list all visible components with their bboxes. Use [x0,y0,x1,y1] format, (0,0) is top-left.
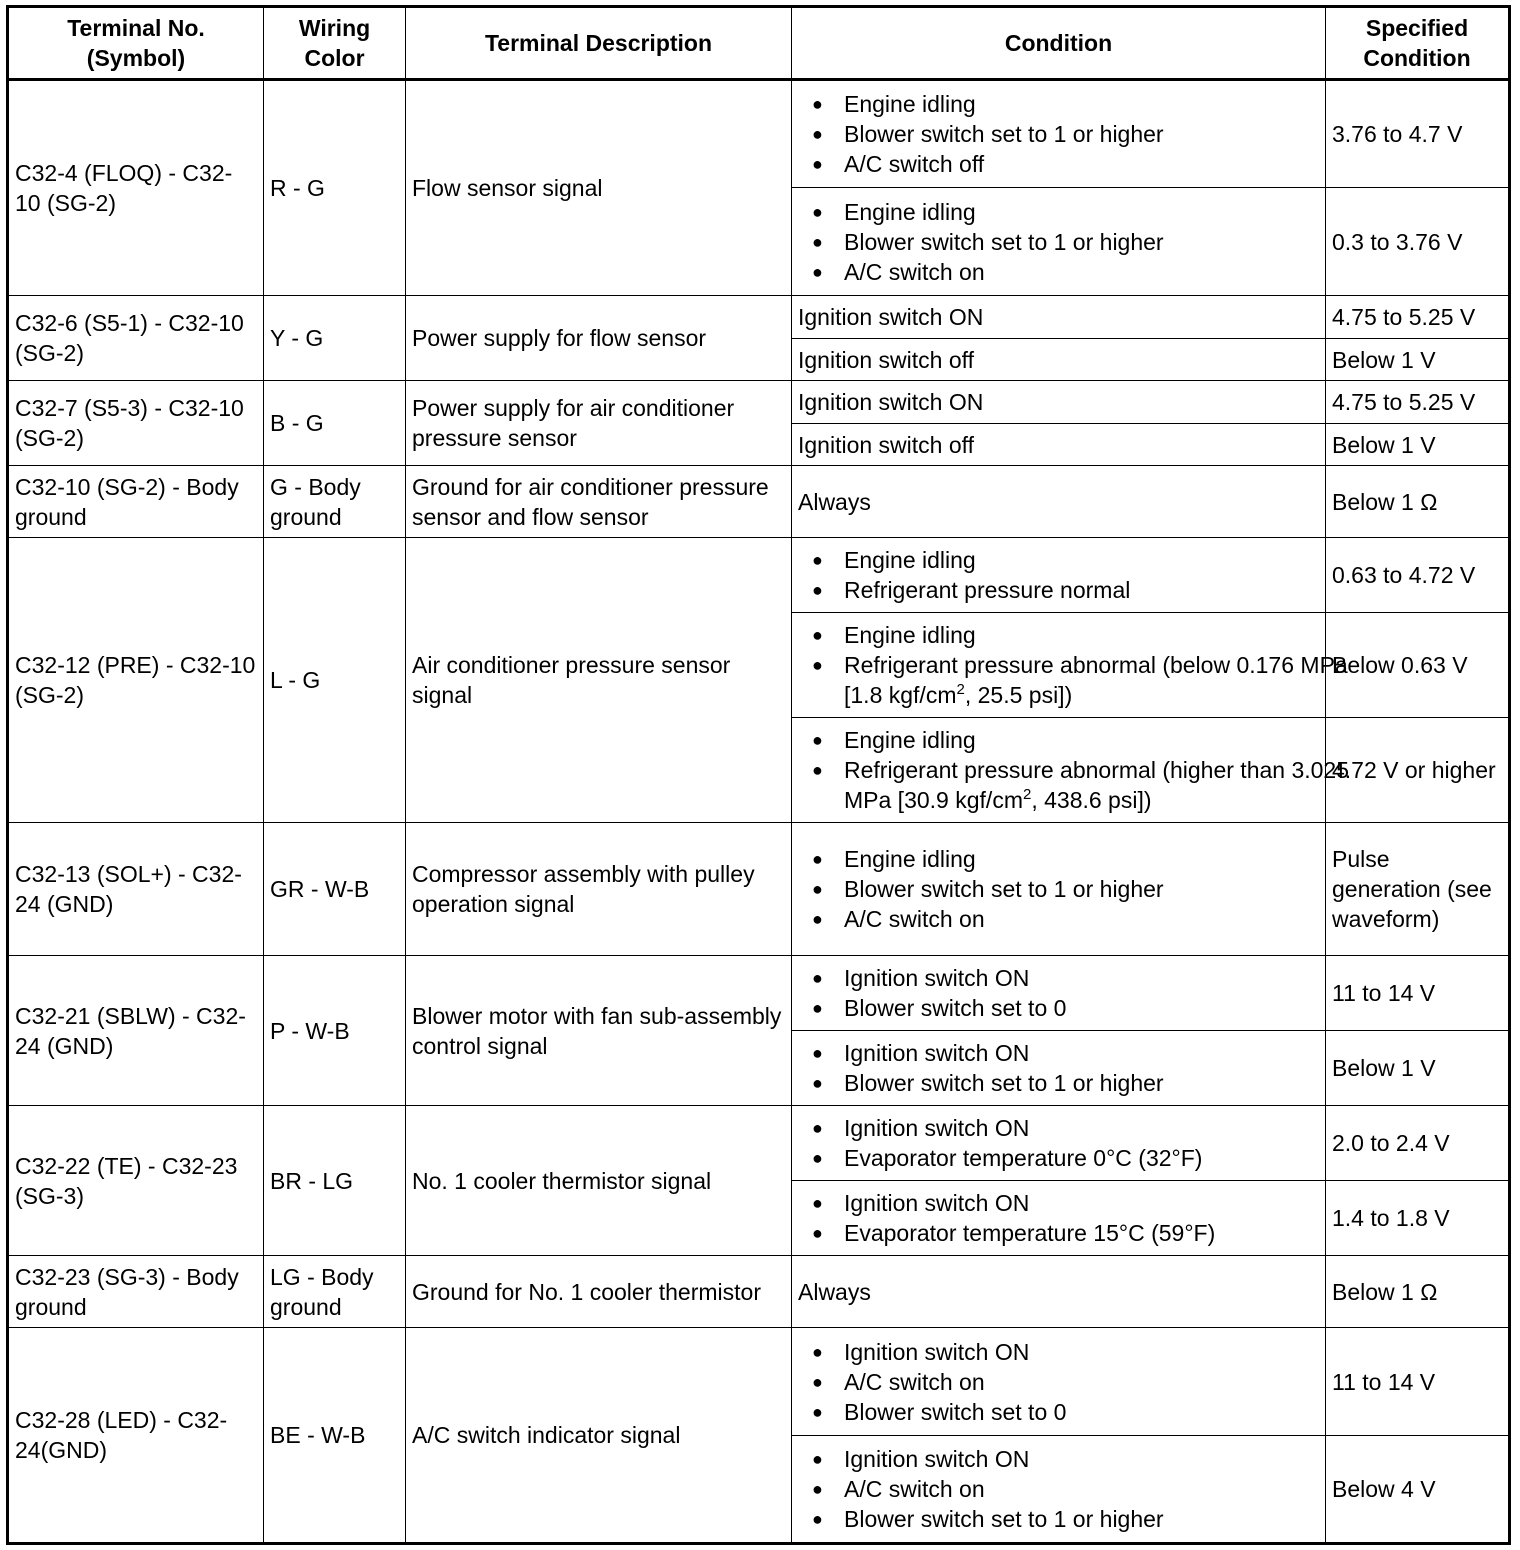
condition-bullet [812,844,1319,874]
condition-text: Engine idling [844,622,976,648]
specified-condition-cell: Below 1 Ω [1326,1256,1510,1328]
condition-bullet [812,1337,1319,1367]
specified-condition-cell: Below 1 V [1326,1031,1510,1106]
bullet-icon: ● [812,580,823,600]
table-row [8,1106,1510,1181]
bullet-icon: ● [812,1118,823,1138]
description-cell: A/C switch indicator signal [406,1328,792,1544]
wiring-color-cell: BE - W-B [264,1328,406,1544]
terminal-cell: C32-7 (S5-3) - C32-10 (SG-2) [8,381,264,466]
condition-bullet [812,1397,1319,1427]
description-cell: Air conditioner pressure sensor signal [406,538,792,823]
terminal-cell: C32-21 (SBLW) - C32-24 (GND) [8,956,264,1106]
table-row [8,1256,1510,1328]
condition-text: Engine idling [844,547,976,573]
condition-bullet [812,904,1319,934]
terminal-cell: C32-10 (SG-2) - Body ground [8,466,264,538]
condition-text: A/C switch on [844,906,985,932]
condition-cell [792,1031,1326,1106]
specified-condition-cell: Below 4 V [1326,1436,1510,1544]
condition-cell [792,1106,1326,1181]
wiring-color-cell: P - W-B [264,956,406,1106]
condition-cell [792,956,1326,1031]
specified-condition-cell: 11 to 14 V [1326,956,1510,1031]
bullet-icon: ● [812,1073,823,1093]
condition-bullet [812,119,1319,149]
condition-cell: Ignition switch off [792,424,1326,466]
specified-condition-cell: Below 0.63 V [1326,613,1510,718]
terminal-cell: C32-12 (PRE) - C32-10 (SG-2) [8,538,264,823]
bullet-icon: ● [812,909,823,929]
condition-text: Ignition switch ON [844,1338,1030,1365]
condition-text: Ignition switch ON [844,1190,1030,1216]
bullet-icon: ● [812,968,823,988]
condition-cell [792,1181,1326,1256]
condition-cell [792,613,1348,718]
condition-bullet [812,1113,1319,1143]
bullet-icon: ● [812,201,823,222]
table-row [8,466,1510,538]
table-row [8,80,1510,188]
description-cell: Power supply for flow sensor [406,296,792,381]
description-cell: Flow sensor signal [406,80,792,296]
specified-condition-cell: Pulse generation (see waveform) [1326,823,1510,956]
terminal-spec-table [6,5,1511,1545]
terminal-cell: C32-23 (SG-3) - Body ground [8,1256,264,1328]
terminal-cell: C32-22 (TE) - C32-23 (SG-3) [8,1106,264,1256]
condition-bullet [812,227,1319,257]
table-body [8,80,1510,1544]
condition-text: Ignition switch ON [844,965,1030,991]
bullet-icon: ● [812,261,823,282]
bullet-icon: ● [812,550,823,570]
header-specified-condition: Specified Condition [1326,7,1510,80]
bullet-icon: ● [812,1341,823,1362]
condition-cell [792,1328,1326,1436]
condition-text: Blower switch set to 0 [844,1398,1067,1425]
wiring-color-cell: G - Body ground [264,466,406,538]
condition-cell [792,188,1326,296]
condition-bullet [812,1143,1319,1173]
table-row [8,823,1510,956]
condition-text: Refrigerant pressure abnormal (higher than 3.025 MPa [30.9 kgf/$cm^2$, 438.6 psi]) [844,757,1350,813]
specified-condition-cell: 0.3 to 3.76 V [1326,188,1510,296]
condition-bullet [812,149,1319,179]
condition-bullet [812,963,1319,993]
description-cell: Power supply for air conditioner pressure sensor [406,381,792,466]
condition-text: Ignition switch ON [844,1115,1030,1141]
condition-bullet [812,1188,1319,1218]
condition-cell: Always [792,1256,1326,1328]
condition-text: A/C switch on [844,1476,985,1502]
description-cell: Compressor assembly with pulley operation signal [406,823,792,956]
wiring-color-cell: LG - Body ground [264,1256,406,1328]
wiring-color-cell: L - G [264,538,406,823]
bullet-icon: ● [812,730,823,750]
condition-bullet [812,1068,1319,1098]
condition-text: Ignition switch ON [844,1040,1030,1066]
condition-bullet [812,1504,1319,1534]
specified-condition-cell: Below 1 V [1326,424,1510,466]
header-row [8,7,1510,80]
condition-bullet [812,257,1319,287]
table-row [8,1328,1510,1436]
condition-text: Blower switch set to 1 or higher [844,121,1164,147]
wiring-color-cell: B - G [264,381,406,466]
wiring-color-cell: GR - W-B [264,823,406,956]
specified-condition-cell: 11 to 14 V [1326,1328,1510,1436]
bullet-icon: ● [812,655,823,675]
condition-text: Blower switch set to 1 or higher [844,876,1164,902]
bullet-icon: ● [812,154,823,174]
condition-cell [792,1436,1326,1544]
bullet-icon: ● [812,1371,823,1392]
bullet-icon: ● [812,879,823,899]
bullet-icon: ● [812,625,823,645]
specified-condition-cell: 4.75 to 5.25 V [1326,296,1510,339]
condition-bullet [812,755,1350,815]
header-terminal: Terminal No. (Symbol) [8,7,264,80]
condition-bullet [812,1367,1319,1397]
condition-text: Engine idling [844,727,976,753]
condition-text: Evaporator temperature 15°C (59°F) [844,1220,1216,1246]
table-row [8,538,1510,613]
condition-bullet [812,575,1319,605]
table-row [8,956,1510,1031]
condition-bullet [812,545,1319,575]
condition-text: Engine idling [844,198,976,225]
specified-condition-cell: 3.76 to 4.7 V [1326,80,1510,188]
condition-text: Refrigerant pressure abnormal (below 0.176 MPa [1.8 kgf/$cm^2$, 25.5 psi]) [844,652,1348,708]
specified-condition-cell: 2.0 to 2.4 V [1326,1106,1510,1181]
condition-text: A/C switch on [844,1368,985,1395]
condition-bullet [812,1444,1319,1474]
bullet-icon: ● [812,1449,823,1469]
bullet-icon: ● [812,124,823,144]
condition-text: Blower switch set to 0 [844,995,1067,1021]
table-row [8,381,1510,424]
description-cell: Blower motor with fan sub-assembly control signal [406,956,792,1106]
condition-text: Engine idling [844,846,976,872]
condition-text: Refrigerant pressure normal [844,577,1131,603]
condition-bullet [812,197,1319,227]
condition-text: Blower switch set to 1 or higher [844,228,1164,255]
wiring-color-cell: BR - LG [264,1106,406,1256]
condition-cell: Ignition switch off [792,339,1326,381]
description-cell: Ground for air conditioner pressure sensor and flow sensor [406,466,792,538]
description-cell: Ground for No. 1 cooler thermistor [406,1256,792,1328]
bullet-icon: ● [812,94,823,114]
terminal-cell: C32-6 (S5-1) - C32-10 (SG-2) [8,296,264,381]
condition-bullet [812,1474,1319,1504]
bullet-icon: ● [812,1509,823,1529]
condition-bullet [812,1038,1319,1068]
condition-cell [792,823,1326,956]
header-condition: Condition [792,7,1326,80]
table-row [8,296,1510,339]
description-cell: No. 1 cooler thermistor signal [406,1106,792,1256]
bullet-icon: ● [812,1193,823,1213]
condition-bullet [812,1218,1319,1248]
condition-bullet [812,650,1348,710]
condition-bullet [812,89,1319,119]
wiring-color-cell: R - G [264,80,406,296]
condition-cell [792,718,1350,823]
bullet-icon: ● [812,760,823,780]
specified-condition-cell: Below 1 Ω [1326,466,1510,538]
bullet-icon: ● [812,231,823,252]
header-terminal-description: Terminal Description [406,7,792,80]
condition-text: Evaporator temperature 0°C (32°F) [844,1145,1203,1171]
condition-cell [792,80,1326,188]
condition-text: Ignition switch ON [844,1446,1030,1472]
bullet-icon: ● [812,1148,823,1168]
condition-text: Blower switch set to 1 or higher [844,1070,1164,1096]
specified-condition-cell: 4.75 to 5.25 V [1326,381,1510,424]
condition-cell: Ignition switch ON [792,296,1326,339]
bullet-icon: ● [812,849,823,869]
bullet-icon: ● [812,1223,823,1243]
condition-bullet [812,993,1319,1023]
condition-bullet [812,725,1319,755]
condition-cell: Ignition switch ON [792,381,1326,424]
wiring-color-cell: Y - G [264,296,406,381]
condition-text: A/C switch off [844,151,985,177]
specified-condition-cell: 4.72 V or higher [1326,718,1510,823]
bullet-icon: ● [812,1479,823,1499]
specified-condition-cell: 0.63 to 4.72 V [1326,538,1510,613]
terminal-cell: C32-4 (FLOQ) - C32-10 (SG-2) [8,80,264,296]
condition-bullet [812,874,1319,904]
condition-cell [792,538,1326,613]
terminal-cell: C32-28 (LED) - C32-24(GND) [8,1328,264,1544]
specified-condition-cell: Below 1 V [1326,339,1510,381]
terminal-cell: C32-13 (SOL+) - C32-24 (GND) [8,823,264,956]
condition-text: Blower switch set to 1 or higher [844,1506,1164,1532]
condition-cell: Always [792,466,1326,538]
bullet-icon: ● [812,1401,823,1422]
specified-condition-cell: 1.4 to 1.8 V [1326,1181,1510,1256]
bullet-icon: ● [812,998,823,1018]
condition-bullet [812,620,1319,650]
header-wiring-color: Wiring Color [264,7,406,80]
condition-text: Engine idling [844,91,976,117]
condition-text: A/C switch on [844,258,985,285]
bullet-icon: ● [812,1043,823,1063]
